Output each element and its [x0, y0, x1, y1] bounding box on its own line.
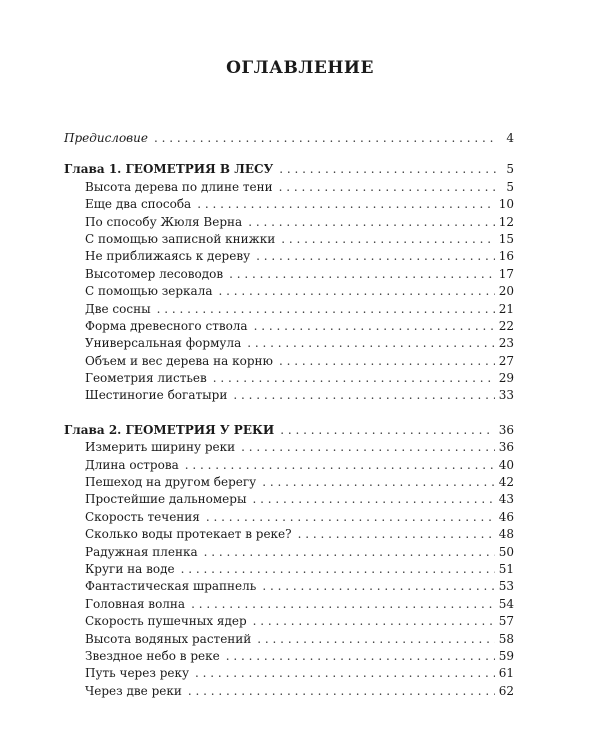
toc-entry[interactable] [64, 370, 514, 387]
toc-page-number: 29 [498, 371, 514, 386]
toc-page-number: 59 [498, 648, 514, 663]
toc-page-number: 40 [498, 457, 514, 472]
dot-leader [226, 648, 495, 665]
toc-entry[interactable] [64, 491, 514, 508]
dot-leader [204, 544, 495, 561]
toc-page-number: 4 [506, 131, 514, 145]
dot-leader [298, 526, 495, 543]
toc-entry-label: Сколько воды протекает в реке? [85, 527, 292, 542]
toc-page-number: 42 [498, 475, 514, 490]
dot-leader [257, 631, 494, 648]
toc-entry-label: Измерить ширину реки [85, 440, 236, 455]
dot-leader [181, 561, 495, 578]
toc-page-number: 12 [498, 214, 514, 229]
toc-page-number: 58 [498, 631, 514, 646]
dot-leader [279, 179, 496, 196]
toc-entry[interactable] [64, 387, 514, 404]
toc-entry[interactable] [64, 283, 514, 300]
toc-entry-label: Две сосны [85, 301, 151, 316]
toc-entry-label: Геометрия листьев [85, 371, 207, 386]
toc-page-number: 17 [498, 266, 514, 281]
dot-leader [253, 491, 495, 508]
toc-page-number: 5 [506, 179, 514, 194]
dot-leader [185, 457, 495, 474]
toc-entry-label: Предисловие [64, 131, 148, 145]
toc-entry[interactable] [64, 631, 514, 648]
toc-chapter-label: Глава 1. ГЕОМЕТРИЯ В ЛЕСУ [64, 162, 274, 177]
toc-entry-label: Головная волна [85, 596, 186, 611]
toc-page-number: 51 [498, 561, 514, 576]
dot-leader [262, 474, 494, 491]
toc-page-number: 50 [498, 544, 514, 559]
dot-leader [233, 387, 494, 404]
toc-page-number: 36 [498, 422, 514, 437]
toc-page-number: 21 [498, 301, 514, 316]
dot-leader [279, 161, 496, 178]
toc-entry[interactable] [64, 665, 514, 682]
dot-leader [280, 422, 494, 439]
toc-entry[interactable] [64, 474, 514, 491]
dot-leader [256, 248, 495, 265]
toc-page-number: 61 [498, 666, 514, 681]
dot-leader [154, 130, 496, 147]
toc-entry-label: Еще два способа [85, 197, 192, 212]
toc-page-number: 22 [498, 318, 514, 333]
dot-leader [262, 578, 494, 595]
toc-entry[interactable] [64, 196, 514, 213]
toc-entry-label: Универсальная формула [85, 336, 242, 351]
toc-entry-label: Скорость пушечных ядер [85, 614, 247, 629]
toc-entry-label: С помощью зеркала [85, 284, 213, 299]
toc-entry[interactable] [64, 266, 514, 283]
toc-entry-label: Радужная пленка [85, 544, 198, 559]
toc-entry[interactable] [64, 526, 514, 543]
toc-entry-label: Фантастическая шрапнель [85, 579, 257, 594]
toc-entry-label: Объем и вес дерева на корню [85, 353, 273, 368]
toc-entry[interactable] [64, 578, 514, 595]
dot-leader [213, 370, 495, 387]
toc-entry[interactable] [64, 561, 514, 578]
dot-leader [241, 439, 495, 456]
spacer [64, 147, 514, 161]
toc-entry-label: Путь через реку [85, 666, 190, 681]
toc-entry[interactable] [64, 683, 514, 700]
dot-leader [188, 683, 495, 700]
toc-entry-label: Высота дерева по длине тени [85, 179, 273, 194]
toc-entry[interactable] [64, 301, 514, 318]
toc-entry-label: Длина острова [85, 457, 179, 472]
dot-leader [279, 353, 495, 370]
toc-page-number: 23 [498, 336, 514, 351]
toc-page-number: 27 [498, 353, 514, 368]
toc-page-number: 54 [498, 596, 514, 611]
toc-page-number: 53 [498, 579, 514, 594]
toc-entry-label: Высотомер лесоводов [85, 266, 224, 281]
toc-page-number: 10 [498, 197, 514, 212]
page-title: ОГЛАВЛЕНИЕ [226, 58, 374, 78]
toc-entry[interactable] [64, 353, 514, 370]
toc-entry[interactable] [64, 335, 514, 352]
toc-page-number: 15 [498, 231, 514, 246]
toc-entry-label: Через две реки [85, 683, 182, 698]
toc-entry-label: Простейшие дальномеры [85, 492, 247, 507]
dot-leader [229, 266, 495, 283]
toc-entry[interactable] [64, 613, 514, 630]
toc-chapter-2[interactable] [64, 422, 514, 439]
toc-entry-label: Скорость течения [85, 509, 200, 524]
dot-leader [253, 613, 495, 630]
toc-page-number: 36 [498, 440, 514, 455]
dot-leader [195, 665, 495, 682]
toc-page-number: 33 [498, 388, 514, 403]
dot-leader [219, 283, 495, 300]
toc-entry-preface[interactable] [64, 130, 514, 147]
toc-entry-label: По способу Жюля Верна [85, 214, 243, 229]
dot-leader [206, 509, 495, 526]
dot-leader [254, 318, 495, 335]
toc-entry[interactable] [64, 596, 514, 613]
dot-leader [248, 214, 495, 231]
toc-entry-label: Круги на воде [85, 561, 175, 576]
toc-page-number: 5 [506, 162, 514, 177]
toc-entry[interactable] [64, 248, 514, 265]
toc-page-number: 46 [498, 509, 514, 524]
toc-chapter-1[interactable] [64, 161, 514, 178]
toc-page-number: 62 [498, 683, 514, 698]
spacer [64, 405, 514, 422]
toc-entry[interactable] [64, 439, 514, 456]
toc-entry[interactable] [64, 648, 514, 665]
toc-entry[interactable] [64, 318, 514, 335]
toc-entry-label: Не приближаясь к дереву [85, 249, 251, 264]
toc-entry[interactable] [64, 457, 514, 474]
toc-page-number: 16 [498, 249, 514, 264]
dot-leader [281, 231, 495, 248]
dot-leader [197, 196, 495, 213]
toc-entry[interactable] [64, 214, 514, 231]
table-of-contents [64, 130, 514, 700]
toc-page-number: 20 [498, 284, 514, 299]
toc-entry-label: Шестиногие богатыри [85, 388, 228, 403]
toc-page-number: 43 [498, 492, 514, 507]
toc-entry-label: С помощью записной книжки [85, 231, 276, 246]
toc-entry-label: Пешеход на другом берегу [85, 475, 257, 490]
toc-entry[interactable] [64, 544, 514, 561]
toc-page-number: 48 [498, 527, 514, 542]
dot-leader [247, 335, 494, 352]
toc-entry[interactable] [64, 179, 514, 196]
toc-entry[interactable] [64, 509, 514, 526]
dot-leader [191, 596, 495, 613]
toc-entry-label: Высота водяных растений [85, 631, 252, 646]
toc-chapter-label: Глава 2. ГЕОМЕТРИЯ У РЕКИ [64, 422, 275, 437]
toc-page-number: 57 [498, 614, 514, 629]
dot-leader [157, 301, 495, 318]
toc-entry-label: Звездное небо в реке [85, 648, 220, 663]
toc-entry-label: Форма древесного ствола [85, 318, 248, 333]
toc-entry[interactable] [64, 231, 514, 248]
